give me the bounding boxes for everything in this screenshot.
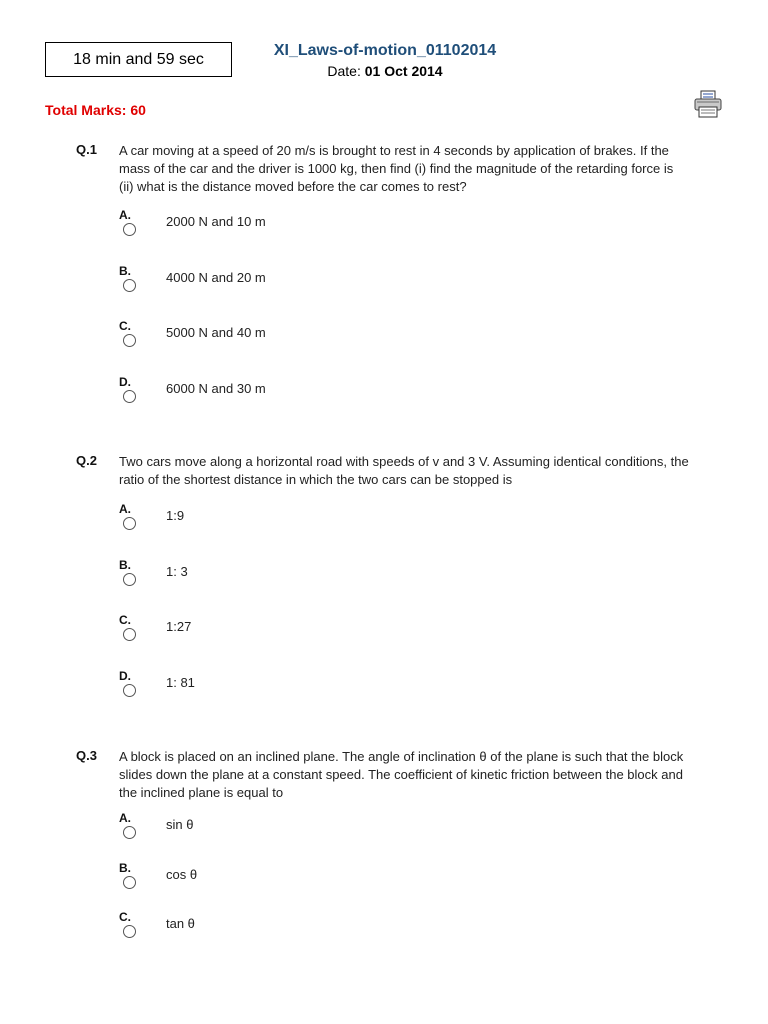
question-number: Q.3 [76,748,97,763]
printer-icon [693,89,723,119]
option-text: 4000 N and 20 m [166,270,266,285]
option-radio[interactable] [123,573,136,586]
option-radio[interactable] [123,279,136,292]
option-text: sin θ [166,817,194,832]
timer-display [45,42,232,77]
option-b [119,264,519,304]
option-d [119,375,519,415]
test-date [250,63,520,79]
print-button[interactable] [693,89,723,119]
option-radio[interactable] [123,390,136,403]
option-c [119,910,519,950]
option-d [119,669,519,709]
option-letter: B. [119,558,131,572]
question-text: A block is placed on an inclined plane. The angle of inclination θ of the plane is such that the block slides down the plane at a constant speed. The coefficient of kinetic friction between the block and the inclined plane is equal to [119,749,684,800]
option-radio[interactable] [123,628,136,641]
option-radio[interactable] [123,334,136,347]
option-letter: A. [119,502,131,516]
option-radio[interactable] [123,925,136,938]
option-letter: C. [119,910,131,924]
option-letter: B. [119,264,131,278]
option-text: 1:27 [166,619,192,634]
option-text: 1:9 [166,508,185,523]
option-c [119,319,519,359]
option-letter: C. [119,613,131,627]
option-c [119,613,519,653]
option-b [119,861,519,901]
test-title: XI_Laws-of-motion_01102014 [273,42,497,59]
question-number: Q.2 [76,453,97,468]
option-text: 1: 81 [166,675,195,690]
option-radio[interactable] [123,684,136,697]
question-number: Q.1 [76,142,97,157]
option-text: 1: 3 [166,564,188,579]
option-letter: D. [119,375,131,389]
option-text: 2000 N and 10 m [166,214,266,229]
option-a [119,208,519,248]
option-b [119,558,519,598]
option-letter: B. [119,861,131,875]
option-letter: D. [119,669,131,683]
timer-text: 18 min and 59 sec [73,50,204,68]
option-text: 5000 N and 40 m [166,325,266,340]
option-letter: A. [119,208,131,222]
question-text: A car moving at a speed of 20 m/s is brought to rest in 4 seconds by application of brakes. If the mass of the car and the driver is 1000 kg, then find (i) find the magnitude of the retarding force is (ii) what is the distance moved before the car comes to rest? [119,143,674,194]
option-letter: C. [119,319,131,333]
option-radio[interactable] [123,876,136,889]
option-radio[interactable] [123,517,136,530]
option-a [119,502,519,542]
date-value: 01 Oct 2014 [364,63,443,79]
question-text: Two cars move along a horizontal road with speeds of v and 3 V. Assuming identical conditions, the ratio of the shortest distance in which the two cars can be stopped is [119,454,689,487]
option-a [119,811,519,851]
total-marks: Total Marks: 60 [45,102,146,118]
option-text: tan θ [166,916,195,931]
date-label: Date: [327,63,365,79]
option-text: cos θ [166,867,198,882]
option-radio[interactable] [123,223,136,236]
option-text: 6000 N and 30 m [166,381,266,396]
option-radio[interactable] [123,826,136,839]
option-letter: A. [119,811,131,825]
